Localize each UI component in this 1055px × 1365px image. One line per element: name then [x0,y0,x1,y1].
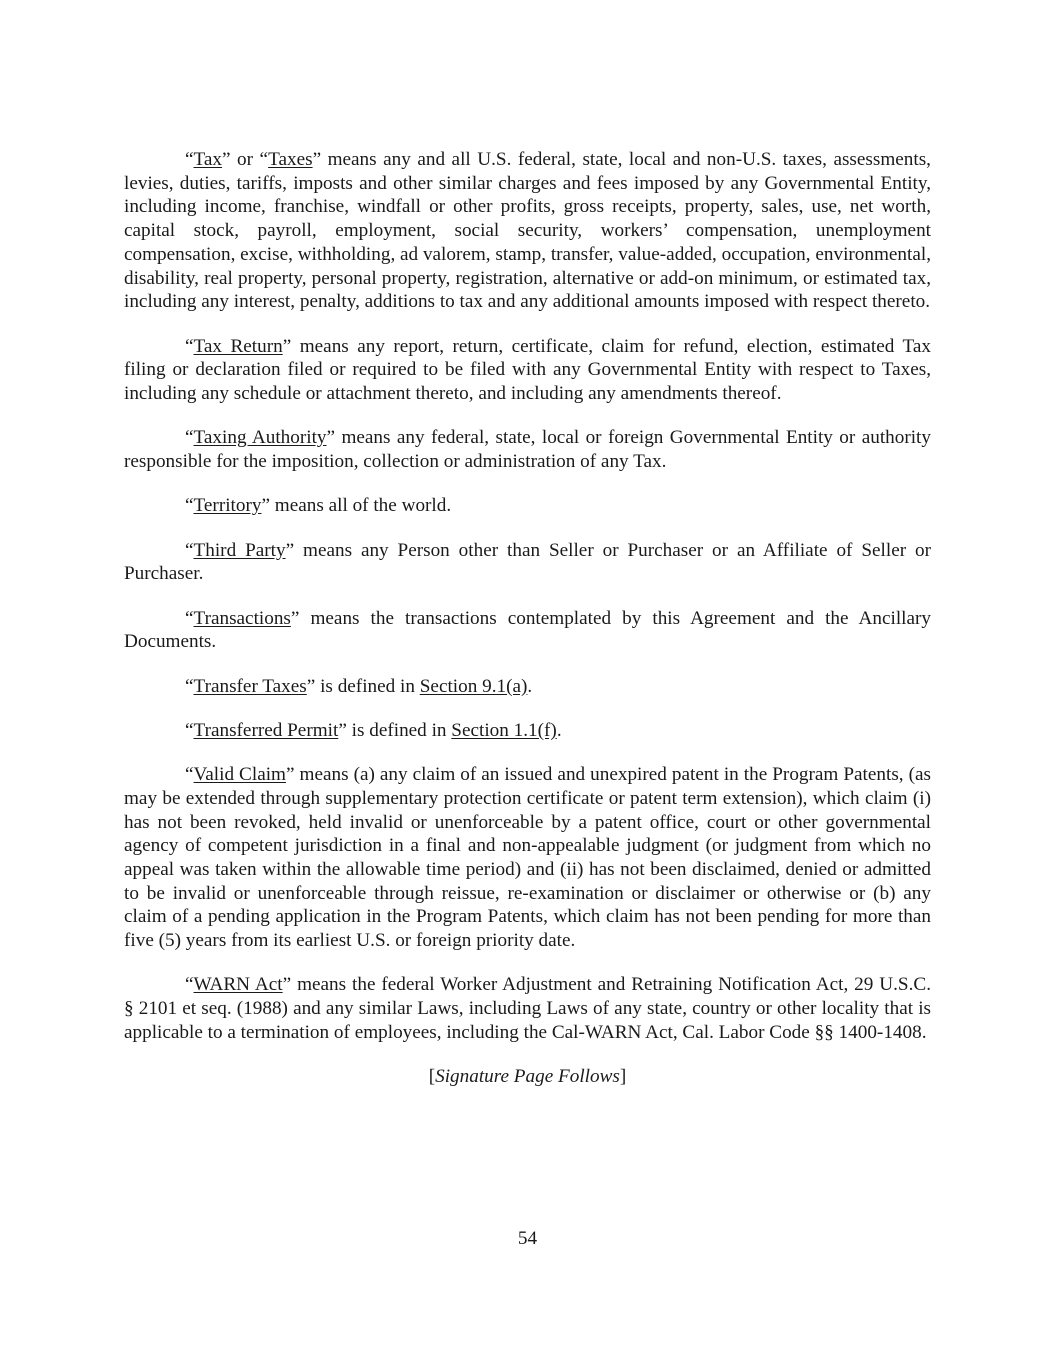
open-quote: “ [185,974,194,996]
definition-transferred-permit [124,719,931,743]
close-quote: ” [282,974,292,996]
period: . [556,719,562,741]
definition-transfer-taxes [124,675,931,699]
document-page [124,148,931,1089]
open-quote: “ [185,675,194,697]
open-bracket: [ [428,1066,436,1088]
close-quote: ” [261,495,270,517]
close-bracket: ] [619,1066,627,1088]
close-quote: ” [312,149,322,170]
definition-text: means any federal, state, local or foreign Governmental Entity or authority responsible for the imposition, collection or administration of any Tax. [124,427,931,472]
open-quote: “ [185,427,194,449]
defined-term-transfer-taxes: Transfer Taxes [193,675,307,697]
definition-text: means all of the world. [269,495,452,517]
close-quote: ” [285,764,295,786]
open-quote: “ [185,335,194,357]
close-quote: ” [326,427,336,449]
defined-term-warn-act: WARN Act [193,974,283,996]
definition-transactions [124,607,931,654]
open-quote: “ [185,719,194,741]
page-number: 54 [517,1228,538,1249]
close-quote: ” [285,539,295,561]
definition-text: means the federal Worker Adjustment and Retraining Notification Act, 29 U.S.C. § 2101 et seq. (1988) and any similar Laws, including Laws of any state, country or other locality that is applicable to a termination of employees, including the Cal-WARN Act, Cal. Labor Code §§ 1400-1408. [124,974,931,1043]
close-quote: ” [306,675,316,697]
definition-text: is defined in [315,675,420,697]
definition-third-party [124,539,931,586]
definition-text: means any report, return, certificate, claim for refund, election, estimated Tax filing or declaration filed or required to be filed with any Governmental Entity with respect to Taxes, including any schedule or attachment thereto, and including any amendments thereof. [124,335,931,404]
close-quote: ” [282,335,292,357]
definition-text: means the transactions contemplated by this Agreement and the Ancillary Documents. [124,607,931,653]
open-quote: “ [185,495,194,517]
defined-term-transactions: Transactions [193,607,291,629]
defined-term-transferred-permit: Transferred Permit [193,719,339,741]
defined-term-taxing-authority: Taxing Authority [193,427,327,449]
section-reference-link[interactable]: Section 1.1(f) [451,719,557,741]
close-quote: ” [338,719,347,741]
definition-text: means any Person other than Seller or Purchaser or an Affiliate of Seller or Purchaser. [124,539,931,585]
open-quote: “ [185,764,194,786]
section-reference-link[interactable]: Section 9.1(a) [419,675,528,697]
signature-page-text: Signature Page Follows [435,1066,620,1088]
defined-term-territory: Territory [193,495,262,517]
definition-taxing-authority [124,426,931,473]
definition-warn-act [124,973,931,1044]
definition-text: is defined in [346,719,452,741]
open-quote: “ [185,607,194,629]
period: . [527,675,533,697]
quote-separator: ” or “ [222,149,269,170]
defined-term-taxes: Taxes [268,149,313,170]
definition-tax [124,148,931,314]
definition-territory [124,494,931,518]
defined-term-third-party: Third Party [193,539,286,561]
signature-page-notice [124,1065,931,1089]
definition-text: means (a) any claim of an issued and unexpired patent in the Program Patents, (as may be extended through supplementary protection certificate or patent term extension), which claim (i) has not been revoked, held invalid or unenforceable by a patent office, court or other governmental agency of competent jurisdiction in a final and non-appealable judgment (or judgment from which no appeal was taken within the allowable time period) and (ii) has not been disclaimed, denied or admitted to be invalid or unenforceable through reissue, re-examination or disclaimer or otherwise or (b) any claim of a pending application in the Program Patents, which claim has not been pending for more than five (5) years from its earliest U.S. or foreign priority date. [124,764,931,952]
defined-term-tax-return: Tax Return [193,335,283,357]
definition-valid-claim [124,763,931,953]
open-quote: “ [185,539,194,561]
definition-text: means any and all U.S. federal, state, local and non-U.S. taxes, assessments, levies, duties, tariffs, imposts and other similar charges and fees imposed by any Governmental Entity, including income, franchise, windfall or other profits, gross receipts, property, sales, use, net worth, capital stock, payroll, employment, social security, workers’ compensation, unemployment compensation, excise, withholding, ad valorem, stamp, transfer, value-added, occupation, environmental, disability, real property, personal property, registration, alternative or add-on minimum, or estimated tax, including any interest, penalty, additions to tax and any additional amounts imposed with respect thereto. [124,149,931,313]
close-quote: ” [290,607,300,629]
defined-term-valid-claim: Valid Claim [193,764,286,786]
definition-tax-return [124,335,931,406]
open-quote: “ [185,149,194,170]
defined-term-tax: Tax [193,149,223,170]
